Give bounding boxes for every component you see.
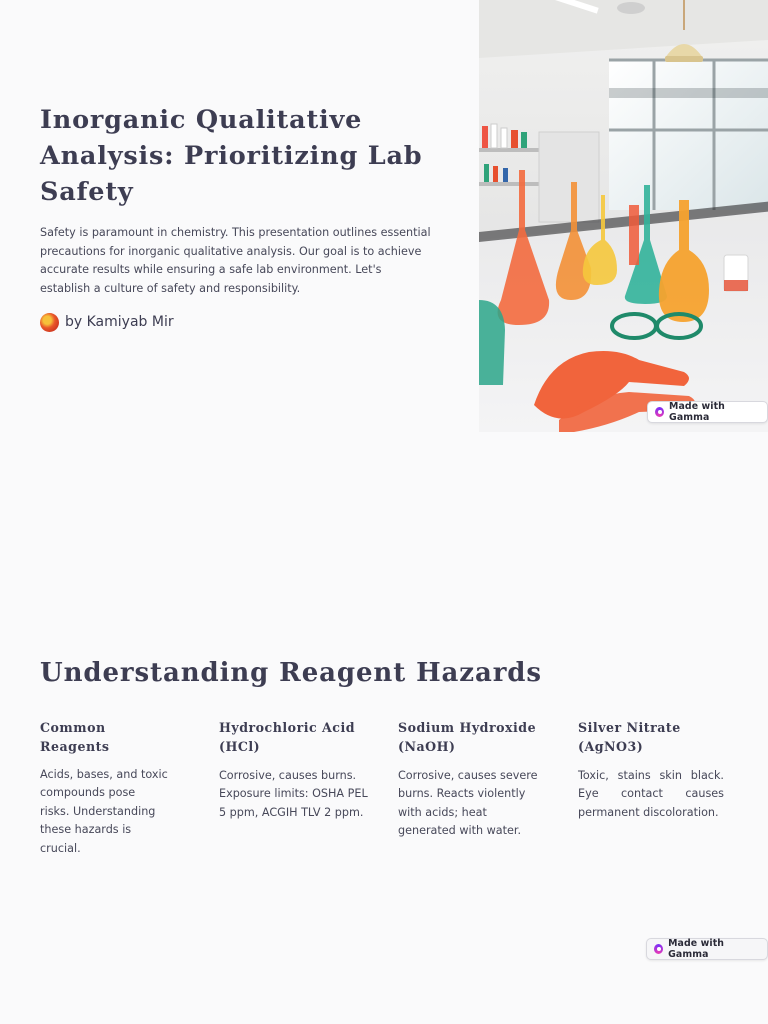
column-body: Corrosive, causes burns. Exposure limits: OSHA PEL 5 ppm, ACGIH TLV 2 ppm. [219, 769, 368, 819]
badge-label: Made with Gamma [669, 401, 725, 423]
column-title: Common Reagents [40, 720, 110, 754]
column-title: Hydrochloric Acid (HCl) [219, 720, 356, 754]
column-body: Toxic, stains skin black. Eye contact causes permanent discoloration. [578, 769, 724, 819]
reagent-column [219, 719, 369, 822]
reagent-column [398, 719, 548, 841]
author-name: by Kamiyab Mir [65, 314, 174, 330]
author-avatar [40, 313, 59, 332]
author-line [40, 312, 174, 332]
made-with-gamma-badge[interactable] [647, 401, 768, 423]
section-heading: Understanding Reagent Hazards [40, 658, 542, 688]
gamma-logo-icon [655, 407, 664, 417]
intro-paragraph: Safety is paramount in chemistry. This presentation outlines essential precautions for inorganic qualitative analysis. Our goal is to achieve accurate results while ensuring a safe lab environment. Let's establish a culture of safety and responsibility. [40, 226, 431, 295]
reagent-column [40, 719, 168, 858]
badge-label: Made with Gamma [668, 938, 725, 960]
title-slide [0, 0, 768, 432]
lab-scene-illustration [479, 0, 768, 432]
gamma-logo-icon [654, 944, 663, 954]
column-body: Corrosive, causes severe burns. Reacts violently with acids; heat generated with water. [398, 769, 538, 838]
column-title: Sodium Hydroxide (NaOH) [398, 720, 537, 754]
reagent-column [578, 719, 724, 822]
slide-title: Inorganic Qualitative Analysis: Prioritizing Lab Safety [40, 105, 423, 207]
column-body: Acids, bases, and toxic compounds pose risks. Understanding these hazards is crucial. [40, 768, 168, 855]
column-title: Silver Nitrate (AgNO3) [578, 720, 681, 754]
lab-photo [479, 0, 768, 432]
made-with-gamma-badge[interactable] [646, 938, 768, 960]
